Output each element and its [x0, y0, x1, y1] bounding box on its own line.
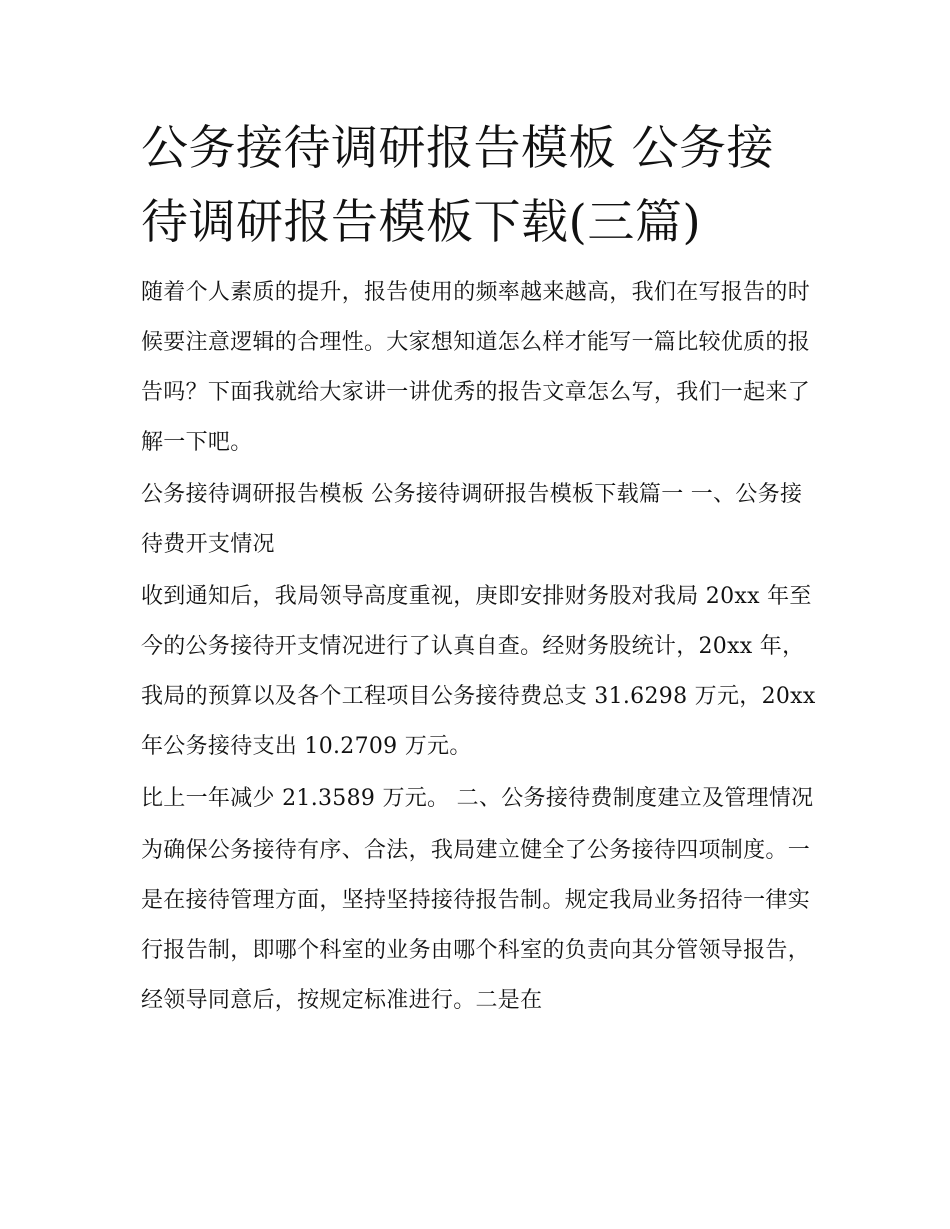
document-body — [141, 112, 821, 1028]
document-title: 公务接待调研报告模板 公务接待调研报告模板下载(三篇) — [141, 121, 774, 250]
expense-paragraph: 收到通知后，我局领导高度重视，庚即安排财务股对我局 20xx 年至今的公务接待开支情况进行了认真自查。经财务股统计，20xx 年，我局的预算以及各个工程项目公务接待费总支 31.6298 万元，20xx 年公务接待支出 10.2709 万元。 — [141, 584, 816, 759]
system-paragraph: 为确保公务接待有序、合法，我局建立健全了公务接待四项制度。一是在接待管理方面，坚持坚持接待报告制。规定我局业务招待一律实行报告制，即哪个科室的业务由哪个科室的负责向其分管领导报告，经领导同意后，按规定标准进行。二是在 — [141, 838, 811, 1013]
section-heading-part-one: 公务接待调研报告模板 公务接待调研报告模板下载篇一 一、公务接待费开支情况 — [141, 482, 803, 557]
reduction-paragraph: 比上一年减少 21.3589 万元。 二、公务接待费制度建立及管理情况 — [141, 786, 814, 811]
intro-paragraph: 随着个人素质的提升，报告使用的频率越来越高，我们在写报告的时候要注意逻辑的合理性。大家想知道怎么样才能写一篇比较优质的报告吗？下面我就给大家讲一讲优秀的报告文章怎么写，我们一起来了解一下吧。 — [141, 280, 811, 455]
